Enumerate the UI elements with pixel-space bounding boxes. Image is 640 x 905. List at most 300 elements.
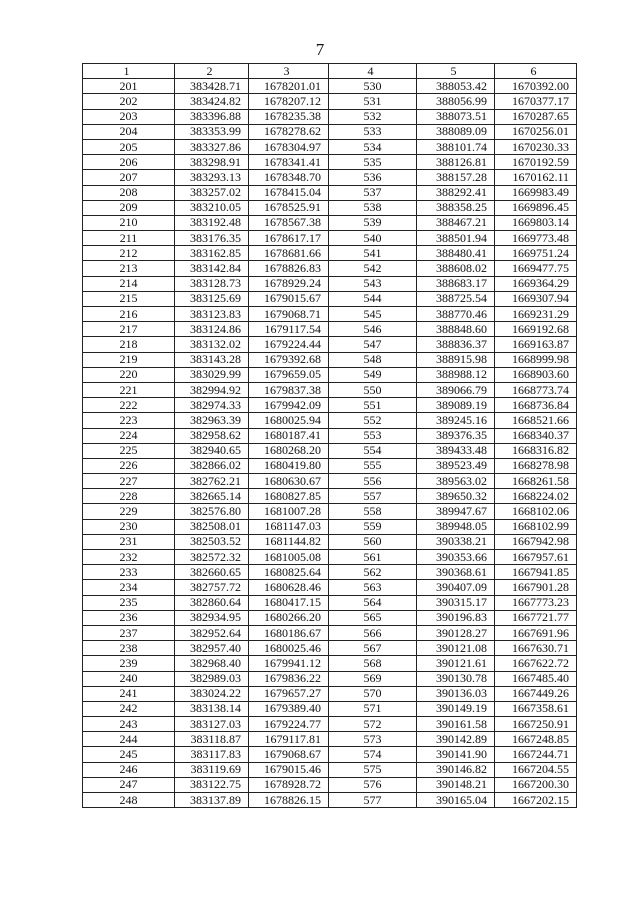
table-cell: 225 [83,443,175,458]
table-cell: 1678929.24 [249,276,329,291]
table-cell: 1678348.70 [249,170,329,185]
table-row [83,580,577,595]
table-row [83,246,577,261]
table-cell: 214 [83,276,175,291]
table-cell: 388501.94 [417,231,495,246]
table-row [83,276,577,291]
table-cell: 535 [329,155,417,170]
header-cell: 3 [249,64,329,79]
table-cell: 247 [83,777,175,792]
table-cell: 1680268.20 [249,443,329,458]
table-cell: 1667200.30 [495,777,577,792]
table-row [83,641,577,656]
table-cell: 534 [329,139,417,154]
table-row [83,185,577,200]
table-row [83,291,577,306]
table-cell: 246 [83,762,175,777]
table-cell: 1681005.08 [249,550,329,565]
table-cell: 383122.75 [175,777,249,792]
table-cell: 561 [329,550,417,565]
table-row [83,367,577,382]
header-row [83,64,577,79]
table-row [83,519,577,534]
table-row [83,565,577,580]
header-cell: 6 [495,64,577,79]
table-cell: 388101.74 [417,139,495,154]
table-cell: 382989.03 [175,671,249,686]
table-cell: 1669983.49 [495,185,577,200]
table-cell: 383128.73 [175,276,249,291]
table-cell: 383143.28 [175,352,249,367]
page-number: 7 [315,40,325,59]
table-cell: 382508.01 [175,519,249,534]
table-row [83,686,577,701]
table-cell: 538 [329,200,417,215]
table-cell: 382576.80 [175,504,249,519]
table-cell: 389947.67 [417,504,495,519]
table-cell: 577 [329,793,417,808]
table-cell: 383118.87 [175,732,249,747]
table-cell: 382572.32 [175,550,249,565]
table-row [83,656,577,671]
table-cell: 389066.79 [417,382,495,397]
table-cell: 1669163.87 [495,337,577,352]
table-row [83,382,577,397]
table-cell: 383123.83 [175,307,249,322]
table-cell: 231 [83,534,175,549]
table-cell: 550 [329,382,417,397]
table-cell: 1678341.41 [249,155,329,170]
header-cell: 1 [83,64,175,79]
table-cell: 1670192.59 [495,155,577,170]
table-cell: 546 [329,322,417,337]
table-cell: 557 [329,489,417,504]
table-cell: 388073.51 [417,109,495,124]
table-row [83,215,577,230]
table-cell: 388725.54 [417,291,495,306]
table-cell: 1679117.81 [249,732,329,747]
table-cell: 389089.19 [417,398,495,413]
table-row [83,352,577,367]
table-cell: 571 [329,701,417,716]
table-cell: 382952.64 [175,625,249,640]
table-cell: 206 [83,155,175,170]
table-cell: 1667691.96 [495,625,577,640]
table-cell: 1668736.84 [495,398,577,413]
table-cell: 541 [329,246,417,261]
table-cell: 1668261.58 [495,474,577,489]
table-cell: 204 [83,124,175,139]
table-cell: 383127.03 [175,717,249,732]
table-cell: 537 [329,185,417,200]
table-cell: 243 [83,717,175,732]
table-cell: 383293.13 [175,170,249,185]
table-cell: 555 [329,458,417,473]
table-cell: 553 [329,428,417,443]
table-row [83,671,577,686]
table-cell: 383138.14 [175,701,249,716]
table-cell: 388358.25 [417,200,495,215]
table-cell: 1679389.40 [249,701,329,716]
table-cell: 1679942.09 [249,398,329,413]
table-cell: 1678928.72 [249,777,329,792]
table-cell: 218 [83,337,175,352]
table-cell: 1667449.26 [495,686,577,701]
table-cell: 390149.19 [417,701,495,716]
table-cell: 388056.99 [417,94,495,109]
table-cell: 1678525.91 [249,200,329,215]
table-cell: 382940.65 [175,443,249,458]
table-cell: 222 [83,398,175,413]
table-cell: 1679068.71 [249,307,329,322]
table-cell: 388053.42 [417,79,495,94]
table-cell: 388683.17 [417,276,495,291]
table-cell: 1667721.77 [495,610,577,625]
table-row [83,610,577,625]
table-cell: 531 [329,94,417,109]
table-cell: 382660.65 [175,565,249,580]
table-cell: 245 [83,747,175,762]
table-cell: 567 [329,641,417,656]
table-cell: 1667248.85 [495,732,577,747]
table-cell: 558 [329,504,417,519]
table-row [83,504,577,519]
table-cell: 389563.02 [417,474,495,489]
table-cell: 208 [83,185,175,200]
table-cell: 1679015.67 [249,291,329,306]
table-cell: 383162.85 [175,246,249,261]
table-cell: 238 [83,641,175,656]
table-cell: 383125.69 [175,291,249,306]
table-cell: 1678826.83 [249,261,329,276]
table-row [83,701,577,716]
table-cell: 1668278.98 [495,458,577,473]
table-cell: 240 [83,671,175,686]
table-cell: 562 [329,565,417,580]
table-cell: 388467.21 [417,215,495,230]
table-cell: 1680025.46 [249,641,329,656]
table-cell: 244 [83,732,175,747]
table-cell: 570 [329,686,417,701]
table-cell: 237 [83,625,175,640]
table-row [83,595,577,610]
table-cell: 1668316.82 [495,443,577,458]
table-cell: 1678567.38 [249,215,329,230]
table-cell: 228 [83,489,175,504]
table-cell: 533 [329,124,417,139]
table-cell: 1679068.67 [249,747,329,762]
table-cell: 390368.61 [417,565,495,580]
table-cell: 213 [83,261,175,276]
table-cell: 219 [83,352,175,367]
table-cell: 545 [329,307,417,322]
table-cell: 1681144.82 [249,534,329,549]
table-cell: 574 [329,747,417,762]
table-cell: 205 [83,139,175,154]
table-cell: 224 [83,428,175,443]
table-row [83,200,577,215]
table-cell: 390142.89 [417,732,495,747]
table-cell: 1678617.17 [249,231,329,246]
table-cell: 1678201.01 [249,79,329,94]
table-cell: 559 [329,519,417,534]
table-cell: 1669364.29 [495,276,577,291]
table-row [83,155,577,170]
table-cell: 236 [83,610,175,625]
table-cell: 382974.33 [175,398,249,413]
table-cell: 1667250.91 [495,717,577,732]
table-row [83,458,577,473]
table-cell: 383176.35 [175,231,249,246]
table-cell: 1680419.80 [249,458,329,473]
table-cell: 1669751.24 [495,246,577,261]
table-cell: 569 [329,671,417,686]
table-cell: 547 [329,337,417,352]
table-cell: 1670377.17 [495,94,577,109]
table-cell: 564 [329,595,417,610]
table-cell: 1667957.61 [495,550,577,565]
table-cell: 383424.82 [175,94,249,109]
table-cell: 552 [329,413,417,428]
table-cell: 1680187.41 [249,428,329,443]
table-cell: 544 [329,291,417,306]
table-row [83,474,577,489]
table-cell: 390141.90 [417,747,495,762]
table-row [83,261,577,276]
table-cell: 226 [83,458,175,473]
table-cell: 1668773.74 [495,382,577,397]
table-cell: 382963.39 [175,413,249,428]
table-cell: 1681147.03 [249,519,329,534]
table-cell: 390165.04 [417,793,495,808]
table-cell: 542 [329,261,417,276]
table-cell: 389376.35 [417,428,495,443]
table-cell: 203 [83,109,175,124]
table-cell: 1667244.71 [495,747,577,762]
table-cell: 1679941.12 [249,656,329,671]
table-cell: 560 [329,534,417,549]
table-cell: 1679837.38 [249,382,329,397]
table-cell: 390407.09 [417,580,495,595]
table-cell: 223 [83,413,175,428]
table-cell: 215 [83,291,175,306]
table-cell: 201 [83,79,175,94]
table-cell: 248 [83,793,175,808]
table-cell: 1669803.14 [495,215,577,230]
table-cell: 382958.62 [175,428,249,443]
table-row [83,79,577,94]
table-cell: 389433.48 [417,443,495,458]
table-row [83,793,577,808]
table-cell: 548 [329,352,417,367]
table-header [83,64,577,79]
table-cell: 1679224.44 [249,337,329,352]
table-cell: 1670230.33 [495,139,577,154]
table-cell: 382757.72 [175,580,249,595]
table-cell: 1668340.37 [495,428,577,443]
table-row [83,747,577,762]
table-cell: 383132.02 [175,337,249,352]
table-cell: 383029.99 [175,367,249,382]
table-row [83,534,577,549]
table-cell: 389948.05 [417,519,495,534]
table-row [83,413,577,428]
table-cell: 575 [329,762,417,777]
table-row [83,139,577,154]
header-cell: 5 [417,64,495,79]
table-cell: 1670256.01 [495,124,577,139]
table-cell: 1678826.15 [249,793,329,808]
table-cell: 241 [83,686,175,701]
table-cell: 1667204.55 [495,762,577,777]
table-cell: 1680825.64 [249,565,329,580]
table-cell: 383119.69 [175,762,249,777]
table-cell: 530 [329,79,417,94]
table-cell: 389245.16 [417,413,495,428]
table-cell: 1667485.40 [495,671,577,686]
table-row [83,337,577,352]
table-cell: 1668903.60 [495,367,577,382]
table-cell: 217 [83,322,175,337]
table-cell: 383396.88 [175,109,249,124]
table-cell: 1681007.28 [249,504,329,519]
table-row [83,398,577,413]
table-cell: 388988.12 [417,367,495,382]
table-cell: 1669192.68 [495,322,577,337]
table-cell: 1667358.61 [495,701,577,716]
table-row [83,443,577,458]
table-cell: 382994.92 [175,382,249,397]
table-cell: 1678681.66 [249,246,329,261]
table-cell: 543 [329,276,417,291]
table-cell: 1667901.28 [495,580,577,595]
table-cell: 230 [83,519,175,534]
table-cell: 388770.46 [417,307,495,322]
table-row [83,489,577,504]
table-cell: 220 [83,367,175,382]
table-cell: 233 [83,565,175,580]
table-cell: 382665.14 [175,489,249,504]
table-cell: 211 [83,231,175,246]
table-cell: 551 [329,398,417,413]
table-cell: 207 [83,170,175,185]
table-cell: 1678278.62 [249,124,329,139]
table-cell: 1667622.72 [495,656,577,671]
table-cell: 388915.98 [417,352,495,367]
table-cell: 212 [83,246,175,261]
table-cell: 388292.41 [417,185,495,200]
table-cell: 221 [83,382,175,397]
table-cell: 1679224.77 [249,717,329,732]
table-cell: 390146.82 [417,762,495,777]
table-cell: 390196.83 [417,610,495,625]
table-cell: 382762.21 [175,474,249,489]
table-cell: 382934.95 [175,610,249,625]
table-cell: 382866.02 [175,458,249,473]
table-cell: 1667202.15 [495,793,577,808]
table-cell: 1680628.46 [249,580,329,595]
table-cell: 572 [329,717,417,732]
table-cell: 232 [83,550,175,565]
table-cell: 1679836.22 [249,671,329,686]
table-cell: 382860.64 [175,595,249,610]
table-cell: 1679659.05 [249,367,329,382]
table-row [83,94,577,109]
table-cell: 1668999.98 [495,352,577,367]
table-cell: 565 [329,610,417,625]
table-cell: 383298.91 [175,155,249,170]
table-cell: 390121.08 [417,641,495,656]
table-cell: 1667773.23 [495,595,577,610]
table-row [83,550,577,565]
table-cell: 1680630.67 [249,474,329,489]
table-row [83,231,577,246]
table-cell: 1669896.45 [495,200,577,215]
table-cell: 1669477.75 [495,261,577,276]
table-cell: 1668102.99 [495,519,577,534]
table-cell: 390130.78 [417,671,495,686]
header-cell: 2 [175,64,249,79]
table-row [83,762,577,777]
table-cell: 1678415.04 [249,185,329,200]
table-cell: 1668102.06 [495,504,577,519]
table-cell: 1669773.48 [495,231,577,246]
table-cell: 1679392.68 [249,352,329,367]
table-row [83,717,577,732]
table-row [83,777,577,792]
table-cell: 1668521.66 [495,413,577,428]
table-cell: 216 [83,307,175,322]
table-cell: 388126.81 [417,155,495,170]
table-cell: 390121.61 [417,656,495,671]
table-cell: 573 [329,732,417,747]
table-row [83,625,577,640]
table-cell: 1670162.11 [495,170,577,185]
table-cell: 202 [83,94,175,109]
table-cell: 388608.02 [417,261,495,276]
table-cell: 1679015.46 [249,762,329,777]
table-cell: 242 [83,701,175,716]
table-cell: 1678304.97 [249,139,329,154]
table-cell: 389650.32 [417,489,495,504]
table-cell: 383428.71 [175,79,249,94]
table-cell: 383192.48 [175,215,249,230]
table-cell: 390353.66 [417,550,495,565]
table-cell: 382968.40 [175,656,249,671]
table-cell: 1679117.54 [249,322,329,337]
table-cell: 388848.60 [417,322,495,337]
table-cell: 383353.99 [175,124,249,139]
table-body [83,79,577,808]
table-cell: 1668224.02 [495,489,577,504]
table-cell: 1667941.85 [495,565,577,580]
table-cell: 568 [329,656,417,671]
table-cell: 382503.52 [175,534,249,549]
coordinates-table [82,63,577,808]
table-cell: 383257.02 [175,185,249,200]
table-cell: 1680827.85 [249,489,329,504]
table-cell: 383327.86 [175,139,249,154]
table-cell: 1670392.00 [495,79,577,94]
table-cell: 383142.84 [175,261,249,276]
table-cell: 1678207.12 [249,94,329,109]
table-cell: 1670287.65 [495,109,577,124]
table-cell: 1680417.15 [249,595,329,610]
table-cell: 210 [83,215,175,230]
table-cell: 1680025.94 [249,413,329,428]
table-cell: 532 [329,109,417,124]
table-cell: 540 [329,231,417,246]
